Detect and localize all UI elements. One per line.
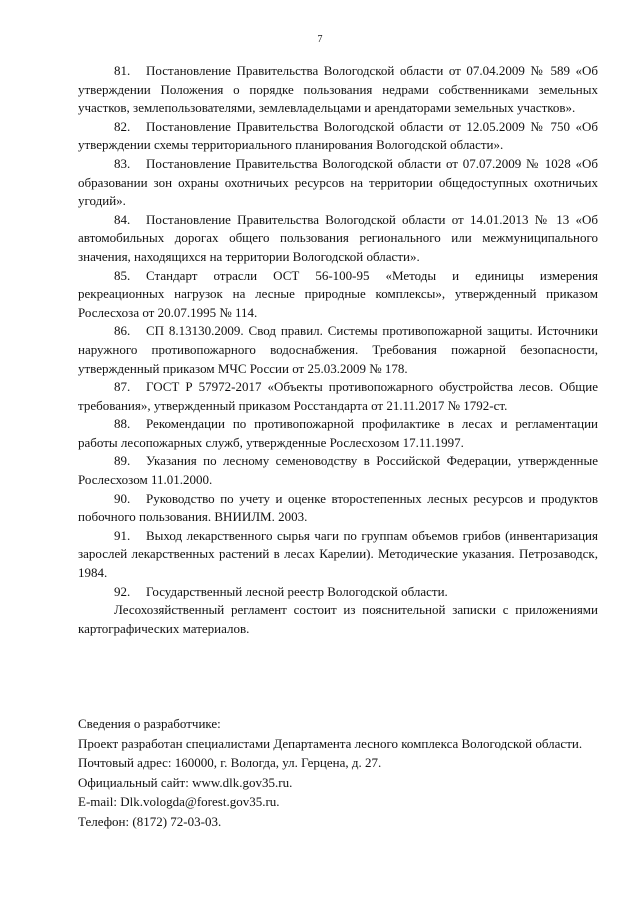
item-number: 82. [114,118,131,134]
item-text: Руководство по учету и оценке второстепенных лесных ресурсов и продуктов побочного пользования. ВНИИЛМ. 2003. [78,490,598,525]
item-number: 92. [114,583,131,599]
developer-email: E-mail: Dlk.vologda@forest.gov35.ru. [78,794,280,810]
item-text: Постановление Правительства Вологодской области от 12.05.2009 № 750 «Об утверждении схемы территориального планирования Вологодской области». [78,118,598,153]
closing-paragraph: Лесохозяйственный регламент состоит из пояснительной записки с приложениями картографических материалов. [78,602,598,636]
item-text: Стандарт отрасли ОСТ 56-100-95 «Методы и единицы измерения рекреационных нагрузок на лесные природные комплексы», утвержденный приказом Рослесхоза от 20.07.1995 № 114. [78,267,598,320]
item-number: 84. [114,211,131,227]
list-item [78,490,598,527]
developer-phone: Телефон: (8172) 72-03-03. [78,813,222,829]
item-number: 89. [114,453,131,469]
item-number: 87. [114,379,131,395]
page-number: 7 [317,34,323,45]
developer-heading: Сведения о разработчике: [78,716,221,731]
item-number: 86. [114,323,131,339]
reference-list [78,62,598,638]
list-item [78,155,598,211]
list-item [78,583,598,602]
item-number: 81. [114,63,131,78]
list-item [78,62,598,118]
item-text: Постановление Правительства Вологодской области от 07.07.2009 № 1028 «Об образовании зон охраны охотничьих ресурсов на территории общедоступных охотничьих угодий». [78,155,598,209]
list-item [78,322,598,378]
list-item [78,118,598,155]
item-number: 83. [114,155,131,171]
list-item [78,378,598,415]
item-text: Рекомендации по противопожарной профилактике в лесах и регламентации работы лесопожарных служб, утвержденные Рослесхозом 17.11.1997. [78,416,598,450]
item-text: СП 8.13130.2009. Свод правил. Системы противопожарной защиты. Источники наружного противопожарного водоснабжения. Требования пожарной безопасности, утвержденный приказом МЧС России от 25.03.2009 № 178. [78,323,598,376]
list-item [78,452,598,489]
list-item [78,415,598,452]
developer-project: Проект разработан специалистами Департамента лесного комплекса Вологодской области. [78,735,583,751]
developer-website: Официальный сайт: www.dlk.gov35.ru. [78,774,293,790]
developer-address: Почтовый адрес: 160000, г. Вологда, ул. Герцена, д. 27. [78,755,382,771]
item-number: 90. [114,490,131,506]
item-text: ГОСТ Р 57972-2017 «Объекты противопожарного обустройства лесов. Общие требования», утвержденный приказом Росстандарта от 21.11.2017 № 1792-ст. [78,379,598,413]
item-number: 85. [114,267,131,283]
item-text: Указания по лесному семеноводству в Российской Федерации, утвержденные Рослесхозом 11.01.2000. [78,453,598,488]
item-number: 91. [114,527,131,543]
list-item [78,211,598,267]
item-number: 88. [114,416,131,432]
item-text: Постановление Правительства Вологодской области от 07.04.2009 № 589 «Об утверждении Положения о порядке пользования недрами собственниками земельных участков, землепользователями, землевладельцами и арендаторами земельных участков». [78,63,598,116]
item-text: Государственный лесной реестр Вологодской области. [146,583,448,599]
item-text: Постановление Правительства Вологодской области от 14.01.2013 № 13 «Об автомобильных дорогах общего пользования регионального или межмуниципального значения, находящихся на территории Вологодской области». [78,211,598,264]
list-item [78,527,598,583]
list-item [78,267,598,323]
item-text: Выход лекарственного сырья чаги по группам объемов грибов (инвентаризация зарослей лекарственных растений в лесах Карелии). Методические указания. Петрозаводск, 1984. [78,527,598,581]
developer-info [78,714,618,832]
